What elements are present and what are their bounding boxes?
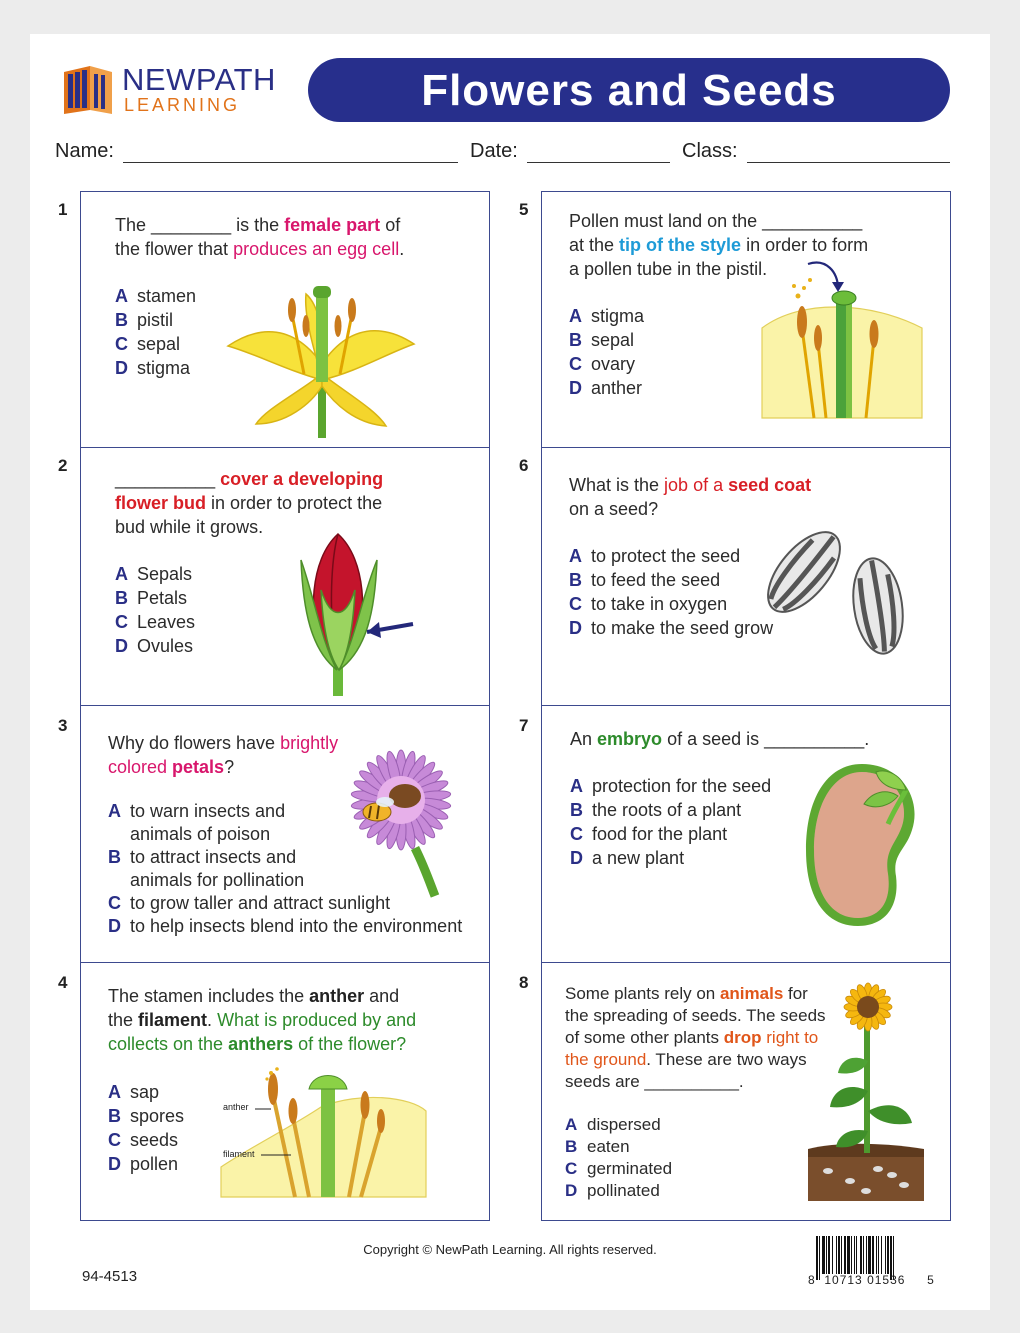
question-6-text: What is the job of a seed coat on a seed?	[569, 475, 812, 519]
option-b[interactable]: B the roots of a plant	[570, 800, 742, 820]
option-c[interactable]: C germinated	[565, 1159, 673, 1178]
sunflower-seeds-image	[762, 514, 912, 664]
question-number: 8	[519, 973, 529, 992]
question-number: 5	[519, 200, 529, 219]
question-7-card	[541, 705, 951, 964]
option-b[interactable]: B to attract insects and animals for pollination	[108, 847, 305, 890]
question-4-card	[80, 962, 490, 1221]
question-5-options	[569, 304, 644, 400]
option-b[interactable]: B Petals	[115, 588, 188, 608]
question-2-text: __________ cover a developing flower bud in order to protect the bud while it grows.	[115, 469, 384, 537]
question-8-options	[565, 1114, 672, 1202]
option-a[interactable]: A to warn insects and animals of poison	[108, 801, 286, 844]
question-3-card	[80, 705, 490, 964]
question-8-text: Some plants rely on animals for the spreading of seeds. The seeds of some other plants drop right to the ground. These are two ways seeds are __________.	[565, 984, 826, 1091]
option-d[interactable]: D Ovules	[115, 636, 194, 656]
option-a[interactable]: A stamen	[115, 286, 197, 306]
question-1-options	[115, 284, 196, 380]
flower-bud-image	[281, 520, 421, 700]
question-number: 6	[519, 456, 529, 475]
logo-text-bottom: LEARNING	[124, 95, 241, 115]
barcode-number: 8 10713 01536 5	[808, 1273, 935, 1287]
option-b[interactable]: B spores	[108, 1106, 185, 1126]
product-code: 94-4513	[82, 1268, 138, 1285]
question-1-text: The ________ is the female part of the flower that produces an egg cell.	[115, 215, 405, 259]
question-1-card	[80, 191, 490, 450]
question-number: 7	[519, 716, 529, 735]
option-a[interactable]: A sap	[108, 1082, 160, 1102]
question-7-text: An embryo of a seed is __________.	[570, 729, 870, 749]
option-d[interactable]: D to make the seed grow	[569, 618, 774, 638]
question-5-card	[541, 191, 951, 450]
option-d[interactable]: D to help insects blend into the environment	[108, 916, 463, 936]
option-b[interactable]: B to feed the seed	[569, 570, 721, 590]
question-4-text: The stamen includes the anther and the filament. What is produced by and collects on the anthers of the flower?	[108, 986, 417, 1054]
copyright-notice: Copyright © NewPath Learning. All rights reserved.	[363, 1242, 657, 1257]
option-a[interactable]: A to protect the seed	[569, 546, 741, 566]
option-c[interactable]: C to take in oxygen	[569, 594, 728, 614]
class-label: Class:	[682, 140, 738, 162]
option-d[interactable]: D stigma	[115, 358, 191, 378]
option-b[interactable]: B sepal	[569, 330, 635, 350]
question-8-card	[541, 962, 951, 1221]
date-label: Date:	[470, 140, 518, 162]
question-5-text: Pollen must land on the __________ at the tip of the style in order to form a pollen tube in the pistil.	[569, 211, 869, 279]
option-a[interactable]: A protection for the seed	[570, 776, 772, 796]
question-6-card	[541, 447, 951, 706]
logo-books-icon	[60, 64, 116, 116]
option-d[interactable]: D a new plant	[570, 848, 685, 868]
anther-label: anther	[223, 1102, 249, 1112]
date-field[interactable]	[527, 162, 670, 163]
bean-seed-embryo-image	[802, 760, 922, 930]
title-banner	[308, 58, 950, 122]
option-c[interactable]: C sepal	[115, 334, 181, 354]
option-a[interactable]: A Sepals	[115, 564, 193, 584]
option-c[interactable]: C food for the plant	[570, 824, 728, 844]
question-7-options	[570, 774, 771, 870]
option-b[interactable]: B pistil	[115, 310, 174, 330]
pistil-stigma-image	[762, 258, 942, 418]
newpath-logo	[60, 62, 300, 120]
question-number: 1	[58, 200, 68, 219]
option-c[interactable]: C to grow taller and attract sunlight	[108, 893, 391, 913]
lily-flower-image	[226, 274, 426, 444]
question-4-options	[108, 1080, 184, 1176]
option-a[interactable]: A dispersed	[565, 1115, 661, 1134]
sunflower-plant-image	[808, 981, 928, 1201]
option-d[interactable]: D pollen	[108, 1154, 179, 1174]
question-2-card	[80, 447, 490, 706]
question-number: 4	[58, 973, 68, 992]
option-c[interactable]: C ovary	[569, 354, 636, 374]
logo-text-top: NEWPATH	[122, 62, 276, 97]
name-label: Name:	[55, 140, 114, 162]
question-number: 2	[58, 456, 68, 475]
question-3-text: Why do flowers have brightly colored petals?	[108, 733, 339, 777]
option-d[interactable]: D pollinated	[565, 1181, 660, 1200]
page-title: Flowers and Seeds	[421, 66, 837, 115]
question-2-options	[115, 562, 195, 658]
stamen-image	[221, 1067, 426, 1197]
option-a[interactable]: A stigma	[569, 306, 645, 326]
option-d[interactable]: D anther	[569, 378, 643, 398]
filament-label: filament	[223, 1149, 255, 1159]
class-field[interactable]	[747, 162, 950, 163]
question-number: 3	[58, 716, 68, 735]
aster-bee-image	[331, 728, 471, 898]
option-c[interactable]: C seeds	[108, 1130, 179, 1150]
option-b[interactable]: B eaten	[565, 1137, 630, 1156]
name-field[interactable]	[123, 162, 458, 163]
question-6-options	[569, 544, 773, 640]
option-c[interactable]: C Leaves	[115, 612, 196, 632]
